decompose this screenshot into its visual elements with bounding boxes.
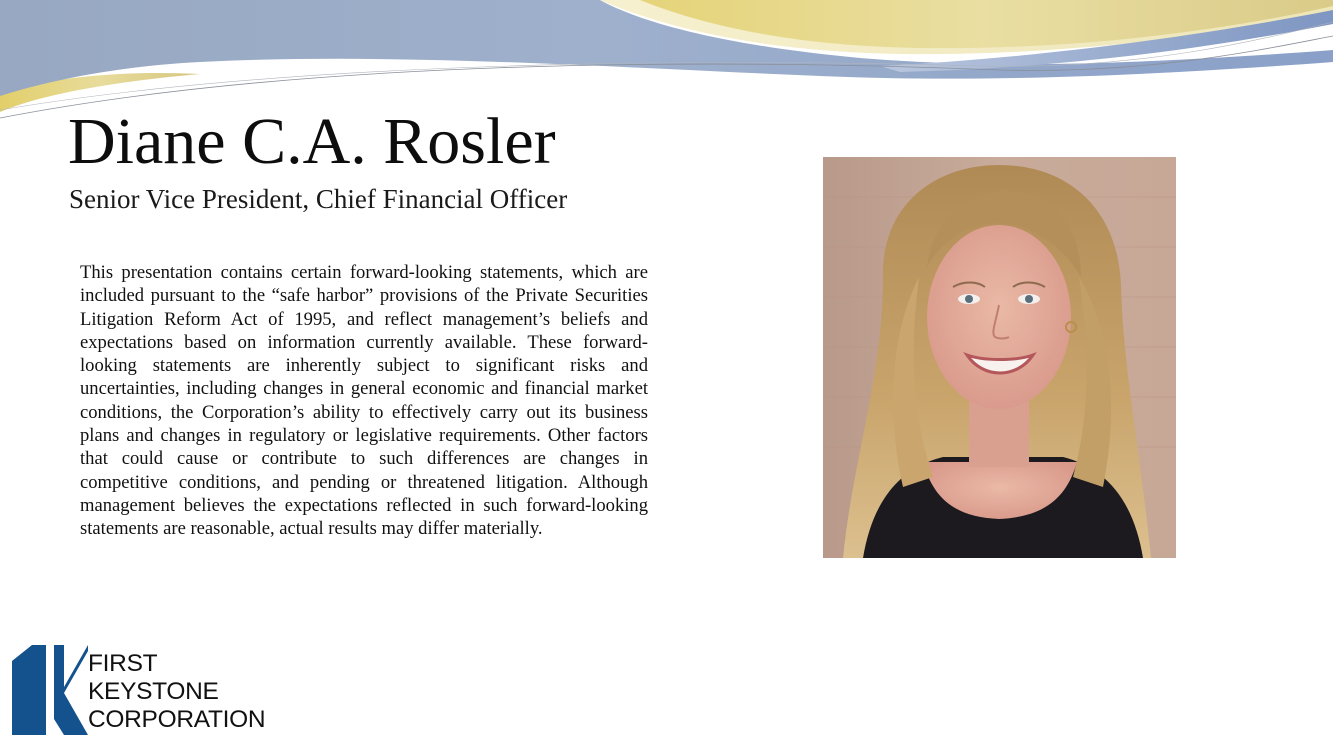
logo-line-keystone: KEYSTONE	[88, 678, 219, 705]
speaker-photo	[823, 157, 1176, 558]
logo-wordmark	[88, 650, 265, 734]
speaker-title: Senior Vice President, Chief Financial Officer	[69, 184, 568, 214]
forward-looking-statement-text: This presentation contains certain forward-looking statements, which are included pursuant to the “safe harbor” provisions of the Private Securities Litigation Reform Act of 1995, and reflect management’s beliefs and expectations based on information currently available. These forward-looking statements are inherently subject to significant risks and uncertainties, including changes in general economic and financial market conditions, the Corporation’s ability to effectively carry out its business plans and changes in regulatory or legislative requirements. Other factors that could cause or contribute to such differences are changes in competitive conditions, and pending or threatened litigation. Although management believes the expectations reflected in such forward-looking statements are reasonable, actual results may differ materially.	[80, 262, 648, 540]
keystone-k-mark-icon	[12, 643, 90, 735]
logo-line-first: FIRST	[88, 650, 158, 677]
speaker-name: Diane C.A. Rosler	[68, 105, 556, 178]
logo-line-corporation: CORPORATION	[88, 706, 266, 733]
first-keystone-logo	[12, 640, 302, 736]
